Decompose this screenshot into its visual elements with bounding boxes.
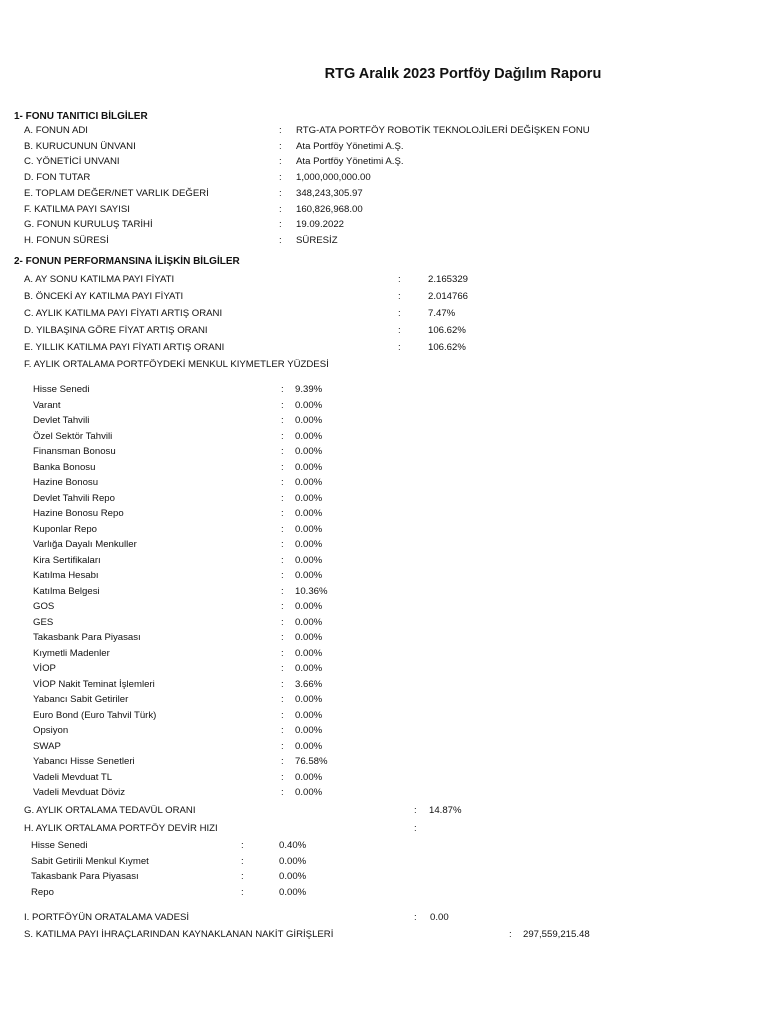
fund-info-row-sep: : — [279, 125, 282, 136]
asset-row-sep: : — [281, 725, 284, 736]
performance-row-label: C. AYLIK KATILMA PAYI FİYATI ARTIŞ ORANI — [24, 308, 223, 319]
fund-info-row-value: 19.09.2022 — [296, 219, 345, 231]
asset-row-label: Vadeli Mevduat Döviz — [33, 787, 126, 798]
fund-info-row-value: SÜRESİZ — [296, 234, 338, 246]
performance-row-sep: : — [398, 325, 401, 336]
asset-row-value: 0.00% — [295, 523, 323, 535]
asset-row-value: 0.00% — [295, 570, 323, 581]
average-maturity-label: I. PORTFÖYÜN ORATALAMA VADESİ — [24, 912, 190, 923]
asset-row-label: Hazine Bonosu — [33, 477, 99, 488]
asset-row-value: 0.00% — [295, 709, 323, 721]
circulation-rate-sep: : — [414, 805, 417, 816]
turnover-row-value: 0.40% — [279, 840, 307, 851]
asset-row-sep: : — [281, 601, 284, 612]
fund-info-row-label: E. TOPLAM DEĞER/NET VARLIK DEĞERİ — [24, 187, 209, 199]
asset-row-sep: : — [281, 415, 284, 426]
asset-row-value: 0.00% — [295, 477, 323, 488]
asset-row-label: Opsiyon — [33, 725, 69, 736]
performance-row-value: 2.014766 — [428, 291, 469, 302]
asset-row-sep: : — [281, 756, 284, 767]
asset-row-value: 0.00% — [295, 539, 323, 550]
fund-info-row-label: B. KURUCUNUN ÜNVANI — [24, 140, 136, 152]
fund-info-row-value: RTG-ATA PORTFÖY ROBOTİK TEKNOLOJİLERİ DEĞİŞKEN FONU — [296, 125, 590, 136]
asset-row-label: Kıymetli Madenler — [33, 647, 110, 659]
asset-row-value: 0.00% — [295, 461, 323, 473]
turnover-row-sep: : — [241, 840, 244, 851]
cash-inflow-sep: : — [509, 929, 512, 940]
section2-heading: 2- FONUN PERFORMANSINA İLİŞKİN BİLGİLER — [14, 256, 240, 267]
turnover-row-value: 0.00% — [279, 855, 307, 867]
asset-row-label: Banka Bonosu — [33, 461, 96, 473]
asset-row-label: VİOP Nakit Teminat İşlemleri — [33, 678, 155, 690]
fund-info-row-label: D. FON TUTAR — [24, 172, 91, 184]
fund-info-row-value: Ata Portföy Yönetimi A.Ş. — [296, 156, 404, 168]
asset-row-sep: : — [281, 740, 284, 752]
asset-row-sep: : — [281, 616, 284, 628]
performance-row-sep: : — [398, 342, 401, 353]
asset-row-value: 0.00% — [295, 740, 323, 752]
average-maturity-value: 0.00 — [430, 912, 449, 923]
report-title: RTG Aralık 2023 Portföy Dağılım Raporu — [324, 66, 602, 82]
asset-row-sep: : — [281, 539, 284, 550]
asset-row-sep: : — [281, 678, 284, 690]
cash-inflow-label: S. KATILMA PAYI İHRAÇLARINDAN KAYNAKLANAN NAKİT GİRİŞLERİ — [24, 929, 334, 940]
fund-info-row-label: C. YÖNETİCİ UNVANI — [24, 156, 120, 168]
asset-row-value: 0.00% — [295, 694, 323, 705]
asset-row-sep: : — [281, 446, 284, 457]
asset-row-sep: : — [281, 508, 284, 519]
fund-info-row-sep: : — [279, 234, 282, 246]
asset-row-sep: : — [281, 632, 284, 643]
turnover-row-sep: : — [241, 855, 244, 867]
average-maturity-sep: : — [414, 912, 417, 923]
asset-row-label: Devlet Tahvili — [33, 415, 90, 426]
fund-info-row-value: 160,826,968.00 — [296, 203, 363, 215]
asset-row-value: 10.36% — [295, 585, 328, 597]
performance-row-value: 106.62% — [428, 342, 466, 353]
asset-row-sep: : — [281, 399, 284, 411]
asset-row-label: Katılma Belgesi — [33, 585, 100, 597]
asset-row-value: 0.00% — [295, 787, 323, 798]
performance-row-label: B. ÖNCEKİ AY KATILMA PAYI FİYATI — [24, 291, 184, 302]
asset-row-value: 0.00% — [295, 725, 323, 736]
asset-row-value: 0.00% — [295, 616, 323, 628]
turnover-row-label: Repo — [31, 886, 54, 898]
asset-row-label: Vadeli Mevduat TL — [33, 771, 113, 783]
fund-info-row-value: Ata Portföy Yönetimi A.Ş. — [296, 140, 404, 152]
performance-row-value: 106.62% — [428, 325, 466, 336]
asset-row-value: 0.00% — [295, 632, 323, 643]
fund-info-row-label: H. FONUN SÜRESİ — [24, 234, 109, 246]
asset-row-value: 0.00% — [295, 771, 323, 783]
asset-row-label: GOS — [33, 601, 55, 612]
asset-row-sep: : — [281, 430, 284, 442]
asset-row-value: 0.00% — [295, 508, 323, 519]
asset-row-value: 3.66% — [295, 678, 323, 690]
asset-row-label: Özel Sektör Tahvili — [33, 430, 113, 442]
asset-row-sep: : — [281, 694, 284, 705]
turnover-row-value: 0.00% — [279, 871, 307, 882]
turnover-rate-label: H. AYLIK ORTALAMA PORTFÖY DEVİR HIZI — [24, 823, 218, 834]
circulation-rate-value: 14.87% — [429, 805, 462, 816]
asset-row-sep: : — [281, 647, 284, 659]
cash-inflow-value: 297,559,215.48 — [523, 929, 590, 940]
circulation-rate-label: G. AYLIK ORTALAMA TEDAVÜL ORANI — [24, 805, 196, 816]
fund-info-row-label: F. KATILMA PAYI SAYISI — [24, 203, 130, 215]
asset-row-label: Kuponlar Repo — [33, 523, 98, 535]
asset-row-label: Devlet Tahvili Repo — [33, 492, 115, 504]
fund-info-row-sep: : — [279, 187, 282, 199]
asset-row-sep: : — [281, 492, 284, 504]
asset-row-label: Katılma Hesabı — [33, 570, 99, 581]
fund-info-row-label: A. FONUN ADI — [24, 125, 88, 136]
asset-row-sep: : — [281, 554, 284, 566]
asset-row-label: Varant — [33, 399, 61, 411]
turnover-row-value: 0.00% — [279, 886, 307, 898]
asset-row-value: 0.00% — [295, 399, 323, 411]
performance-row-sep: : — [398, 274, 401, 285]
asset-row-label: VİOP — [33, 663, 56, 674]
asset-row-label: Euro Bond (Euro Tahvil Türk) — [33, 709, 157, 721]
asset-row-value: 9.39% — [295, 384, 323, 395]
asset-row-value: 0.00% — [295, 446, 323, 457]
performance-row-sep: : — [398, 308, 401, 319]
turnover-row-label: Hisse Senedi — [31, 840, 88, 851]
asset-row-label: GES — [33, 616, 54, 628]
asset-row-sep: : — [281, 771, 284, 783]
asset-row-sep: : — [281, 384, 284, 395]
turnover-rate-sep: : — [414, 823, 417, 834]
performance-row-label: D. YILBAŞINA GÖRE FİYAT ARTIŞ ORANI — [24, 325, 208, 336]
asset-row-label: Takasbank Para Piyasası — [33, 632, 141, 643]
asset-row-value: 0.00% — [295, 647, 323, 659]
performance-row-label: E. YILLIK KATILMA PAYI FİYATI ARTIŞ ORANI — [24, 342, 225, 353]
fund-info-row-sep: : — [279, 219, 282, 231]
asset-row-value: 0.00% — [295, 492, 323, 504]
asset-row-sep: : — [281, 787, 284, 798]
performance-row-value: 7.47% — [428, 308, 456, 319]
asset-row-label: Hisse Senedi — [33, 384, 90, 395]
asset-row-value: 0.00% — [295, 663, 323, 674]
section1-heading: 1- FONU TANITICI BİLGİLER — [14, 111, 148, 122]
asset-row-label: Hazine Bonosu Repo — [33, 508, 124, 519]
asset-row-value: 0.00% — [295, 601, 323, 612]
asset-row-sep: : — [281, 709, 284, 721]
turnover-row-sep: : — [241, 886, 244, 898]
asset-row-label: Yabancı Sabit Getiriler — [33, 694, 129, 705]
asset-row-sep: : — [281, 477, 284, 488]
fund-info-row-sep: : — [279, 203, 282, 215]
fund-info-row-value: 1,000,000,000.00 — [296, 172, 371, 184]
fund-info-row-sep: : — [279, 140, 282, 152]
asset-row-label: Yabancı Hisse Senetleri — [33, 756, 135, 767]
asset-row-value: 0.00% — [295, 415, 323, 426]
fund-info-row-value: 348,243,305.97 — [296, 187, 363, 199]
asset-row-label: SWAP — [33, 740, 61, 752]
performance-row-label: A. AY SONU KATILMA PAYI FİYATI — [24, 274, 175, 285]
turnover-row-label: Sabit Getirili Menkul Kıymet — [31, 855, 149, 867]
fund-info-row-label: G. FONUN KURULUŞ TARİHİ — [24, 219, 153, 231]
turnover-row-sep: : — [241, 871, 244, 882]
performance-row-value: 2.165329 — [428, 274, 469, 285]
asset-row-sep: : — [281, 461, 284, 473]
asset-row-value: 76.58% — [295, 756, 328, 767]
asset-row-sep: : — [281, 523, 284, 535]
asset-row-label: Finansman Bonosu — [33, 446, 116, 457]
fund-info-row-sep: : — [279, 156, 282, 168]
asset-row-sep: : — [281, 570, 284, 581]
performance-row-sep: : — [398, 291, 401, 302]
asset-row-value: 0.00% — [295, 554, 323, 566]
turnover-row-label: Takasbank Para Piyasası — [31, 871, 139, 882]
asset-row-sep: : — [281, 663, 284, 674]
asset-row-label: Varlığa Dayalı Menkuller — [33, 539, 137, 550]
asset-row-label: Kira Sertifikaları — [33, 554, 101, 566]
asset-row-value: 0.00% — [295, 430, 323, 442]
fund-info-row-sep: : — [279, 172, 282, 184]
asset-row-sep: : — [281, 585, 284, 597]
